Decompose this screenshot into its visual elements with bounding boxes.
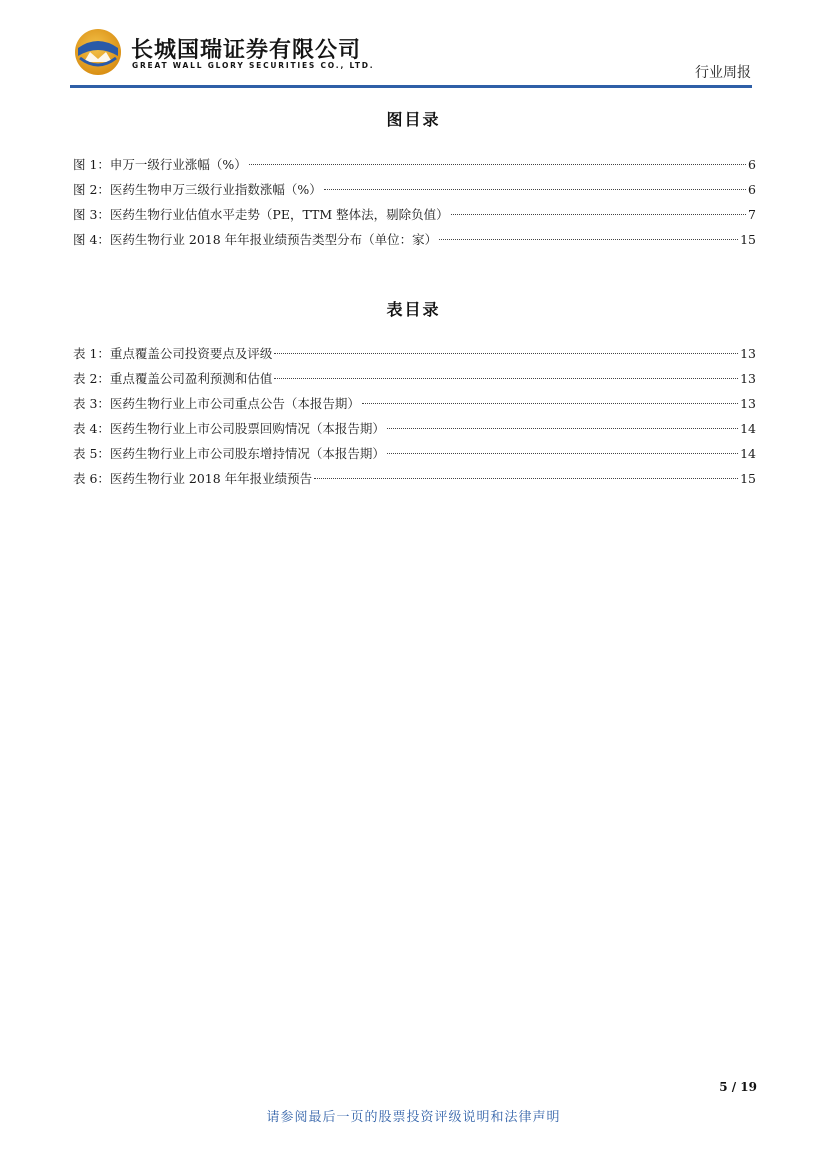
toc-entry[interactable]: [73, 177, 756, 202]
toc-entry-page: 6: [748, 182, 756, 197]
toc-entry-page: 15: [740, 471, 756, 486]
dot-leader: [362, 403, 738, 404]
toc-entry[interactable]: [73, 366, 756, 391]
figure-list-title: 图目录: [386, 110, 441, 129]
toc-entry-page: 13: [740, 371, 756, 386]
toc-entry[interactable]: [73, 227, 756, 252]
toc-entry[interactable]: [73, 466, 756, 491]
table-list: [73, 341, 756, 491]
dot-leader: [249, 164, 746, 165]
toc-entry[interactable]: [73, 416, 756, 441]
toc-entry-label: 表 5：医药生物行业上市公司股东增持情况（本报告期）: [73, 446, 385, 461]
report-type-label: 行业周报: [695, 65, 751, 81]
toc-entry-label: 图 2：医药生物申万三级行业指数涨幅（%）: [73, 182, 322, 197]
dot-leader: [387, 453, 738, 454]
dot-leader: [439, 239, 738, 240]
toc-entry-page: 13: [740, 346, 756, 361]
toc-entry[interactable]: [73, 152, 756, 177]
dot-leader: [451, 214, 746, 215]
toc-entry-label: 表 1：重点覆盖公司投资要点及评级: [73, 346, 273, 361]
toc-entry-label: 表 6：医药生物行业 2018 年年报业绩预告: [73, 471, 313, 486]
header-divider: [70, 85, 752, 88]
toc-entry-label: 图 3：医药生物行业估值水平走势（PE，TTM 整体法，剔除负值）: [73, 207, 449, 222]
toc-entry-page: 14: [740, 446, 756, 461]
page-header: [0, 0, 827, 90]
toc-entry-page: 15: [740, 232, 756, 247]
toc-entry-page: 14: [740, 421, 756, 436]
page-number: 5 / 19: [719, 1080, 757, 1094]
dot-leader: [314, 478, 738, 479]
toc-entry-label: 表 3：医药生物行业上市公司重点公告（本报告期）: [73, 396, 360, 411]
footer-disclaimer: 请参阅最后一页的股票投资评级说明和法律声明: [266, 1110, 561, 1125]
toc-entry-label: 表 4：医药生物行业上市公司股票回购情况（本报告期）: [73, 421, 385, 436]
company-name-cn: 长城国瑞证券有限公司: [131, 38, 362, 63]
toc-entry-label: 表 2：重点覆盖公司盈利预测和估值: [73, 371, 273, 386]
toc-entry-page: 6: [748, 157, 756, 172]
company-logo-icon: [74, 28, 122, 76]
figure-list: [73, 152, 756, 252]
dot-leader: [387, 428, 738, 429]
table-list-title: 表目录: [386, 300, 441, 319]
dot-leader: [274, 378, 738, 379]
toc-entry-label: 图 4：医药生物行业 2018 年年报业绩预告类型分布（单位：家）: [73, 232, 438, 247]
dot-leader: [324, 189, 746, 190]
toc-entry[interactable]: [73, 341, 756, 366]
toc-entry-page: 7: [748, 207, 756, 222]
dot-leader: [274, 353, 738, 354]
toc-entry-label: 图 1：申万一级行业涨幅（%）: [73, 157, 247, 172]
toc-entry[interactable]: [73, 202, 756, 227]
toc-entry[interactable]: [73, 441, 756, 466]
company-name-en: GREAT WALL GLORY SECURITIES CO., LTD.: [132, 61, 375, 70]
toc-entry[interactable]: [73, 391, 756, 416]
toc-entry-page: 13: [740, 396, 756, 411]
